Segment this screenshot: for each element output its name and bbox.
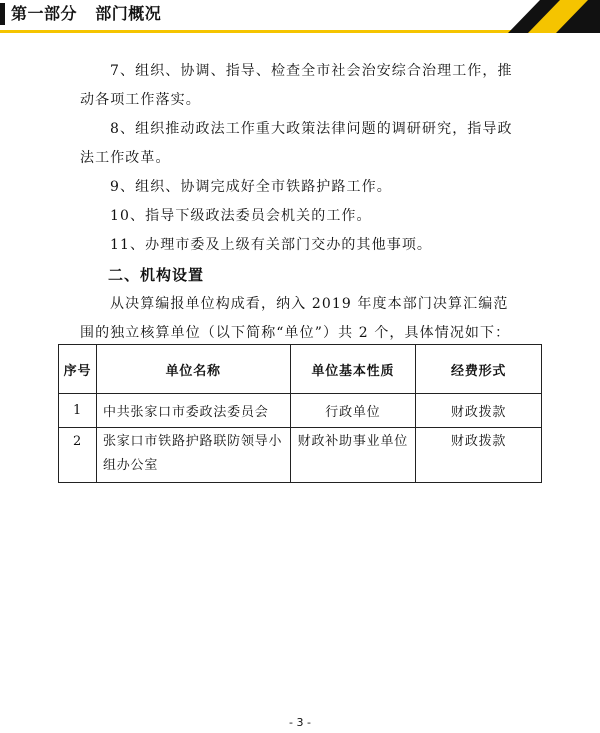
column-header-funding-form: 经费形式: [416, 345, 542, 394]
cell-funding-form: 财政拨款: [416, 394, 542, 428]
column-header-unit-nature: 单位基本性质: [290, 345, 416, 394]
header-decoration: [470, 0, 600, 33]
paragraph-item-9: 9、组织、协调完成好全市铁路护路工作。: [110, 179, 392, 195]
column-header-unit-name: 单位名称: [96, 345, 290, 394]
page-header: [0, 0, 600, 36]
paragraph-item-8: 8、组织推动政法工作重大政策法律问题的调研研究，指导政法工作改革。: [80, 121, 513, 166]
paragraph-item-10: 10、指导下级政法委员会机关的工作。: [110, 208, 372, 224]
table-row: [59, 428, 542, 483]
page-number: - 3 -: [289, 716, 311, 729]
section-title: 第一部分 部门概况: [11, 4, 162, 23]
column-header-index: 序号: [59, 345, 97, 394]
cell-index: 2: [59, 428, 97, 483]
cell-unit-name: 中共张家口市委政法委员会: [96, 394, 290, 428]
units-table: [58, 344, 542, 483]
paragraph-item-11: 11、办理市委及上级有关部门交办的其他事项。: [110, 237, 433, 253]
cell-index: 1: [59, 394, 97, 428]
table-header-row: [59, 345, 542, 394]
paragraph-item-7: 7、组织、协调、指导、检查全市社会治安综合治理工作，推动各项工作落实。: [80, 63, 513, 108]
section-heading: 二、机构设置: [108, 266, 205, 284]
cell-unit-name: 张家口市铁路护路联防领导小组办公室: [96, 428, 290, 483]
header-marker-bar: [0, 3, 5, 25]
intro-paragraph: 从决算编报单位构成看，纳入 2019 年度本部门决算汇编范围的独立核算单位（以下简称“单位”）共 2 个，具体情况如下：: [80, 296, 511, 341]
cell-unit-nature: 财政补助事业单位: [290, 428, 416, 483]
table-row: [59, 394, 542, 428]
cell-unit-nature: 行政单位: [290, 394, 416, 428]
cell-funding-form: 财政拨款: [416, 428, 542, 483]
